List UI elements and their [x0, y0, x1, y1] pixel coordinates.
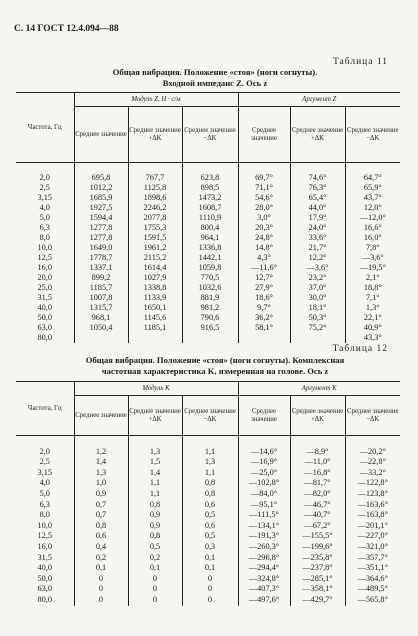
value-cell: 1185,1 [128, 323, 182, 333]
table-row [16, 531, 400, 542]
table-12-col-arg-minus: Среднее значение −ΔK [345, 396, 400, 436]
value-cell: 0,1 [74, 563, 128, 574]
value-cell: 623,8 [182, 173, 238, 183]
value-cell: —8,9° [290, 447, 345, 458]
value-cell: —497,6° [238, 595, 290, 606]
value-cell: 1,3° [345, 303, 400, 313]
value-cell: 0 [128, 574, 182, 585]
value-cell: 22,1° [345, 313, 400, 323]
value-cell: 1007,8 [74, 293, 128, 303]
value-cell: —11,0° [290, 457, 345, 468]
value-cell: 0 [182, 584, 238, 595]
value-cell: 1442,1 [182, 253, 238, 263]
frequency-cell: 63,0 [37, 323, 53, 332]
table-11-col-mean: Среднее значение [74, 107, 128, 163]
value-cell: 7,8° [345, 243, 400, 253]
frequency-cell: 4,0 [39, 478, 50, 488]
table-row [16, 193, 400, 203]
table-12-number: Таблица 12 [332, 344, 388, 354]
value-cell: —351,1° [345, 563, 400, 574]
value-cell: 64,7° [345, 173, 400, 183]
value-cell: 16,0° [345, 233, 400, 243]
table-row [16, 273, 400, 283]
value-cell: 1,4 [128, 468, 182, 479]
value-cell: —16,8° [290, 468, 345, 479]
value-cell: —364,6° [345, 574, 400, 585]
value-cell: 74,6° [290, 173, 345, 183]
value-cell: 1614,4 [128, 263, 182, 273]
value-cell: 0,6 [182, 521, 238, 532]
frequency-cell: 80,0 [37, 333, 53, 342]
value-cell: 1,1 [182, 468, 238, 479]
table-12-col-arg-plus: Среднее значение +ΔK [290, 396, 345, 436]
value-cell: 1,1 [182, 447, 238, 458]
value-cell: 1927,5 [74, 203, 128, 213]
value-cell: 0,8 [128, 500, 182, 511]
table-12-group-argument-header: Аргумент K [238, 382, 400, 396]
table-row [16, 333, 400, 343]
frequency-cell: 50,0 [37, 313, 53, 322]
value-cell: 2115,2 [128, 253, 182, 263]
table-row [16, 553, 400, 564]
value-cell: 17,9° [290, 213, 345, 223]
value-cell: —296,8° [238, 553, 290, 564]
value-cell [128, 333, 182, 343]
value-cell: 40,9° [345, 323, 400, 333]
value-cell: —201,1° [345, 521, 400, 532]
table-row [16, 233, 400, 243]
table-row [16, 223, 400, 233]
value-cell: 1,0 [74, 478, 128, 489]
frequency-cell: 4,0 [39, 203, 50, 212]
value-cell: 790,6 [182, 313, 238, 323]
page-header: С. 14 ГОСТ 12.4.094—88 [14, 24, 119, 34]
value-cell: 800,4 [182, 223, 238, 233]
table-11-group-modulus-header: Модуль Z, Н · с/м [74, 93, 238, 107]
value-cell: 0 [128, 584, 182, 595]
value-cell: 1,3 [182, 457, 238, 468]
value-cell: 968,1 [74, 313, 128, 323]
value-cell: 1685,9 [74, 193, 128, 203]
value-cell: 0 [182, 595, 238, 606]
value-cell: 24,0° [290, 223, 345, 233]
table-row [16, 574, 400, 585]
frequency-cell: 40,0 [37, 563, 53, 573]
value-cell: 1650,1 [128, 303, 182, 313]
table-11-col-arg-mean: Среднее значение [238, 107, 290, 163]
value-cell: 65,9° [345, 183, 400, 193]
frequency-cell: 12,5 [37, 531, 53, 541]
frequency-cell: 16,0 [37, 263, 53, 272]
frequency-cell: 80,0 [37, 594, 53, 604]
value-cell: 0 [182, 574, 238, 585]
value-cell: —111,5° [238, 510, 290, 521]
value-cell: 0,2 [74, 553, 128, 564]
value-cell: —46,7° [290, 500, 345, 511]
value-cell: 1337,1 [74, 263, 128, 273]
frequency-cell: 5,0 [39, 213, 50, 222]
value-cell: 1059,8 [182, 263, 238, 273]
value-cell: 16,6° [345, 223, 400, 233]
value-cell: 1898,6 [128, 193, 182, 203]
value-cell: 1185,7 [74, 283, 128, 293]
frequency-cell: 6,3 [39, 223, 50, 232]
table-row [16, 584, 400, 595]
value-cell: 0,5 [182, 510, 238, 521]
table-12-col-arg-mean: Среднее значение [238, 396, 290, 436]
value-cell: 0,8 [74, 521, 128, 532]
value-cell: 0,4 [74, 542, 128, 553]
value-cell: 1778,7 [74, 253, 128, 263]
value-cell: 0,9 [128, 510, 182, 521]
value-cell [74, 333, 128, 343]
value-cell: —429,7° [290, 595, 345, 606]
value-cell: 2,1° [345, 273, 400, 283]
value-cell: 54,6° [238, 193, 290, 203]
table-row [16, 468, 400, 479]
table-row [16, 489, 400, 500]
value-cell: —260,3° [238, 542, 290, 553]
value-cell: 43,7° [345, 193, 400, 203]
frequency-cell: 10,0 [37, 243, 53, 252]
value-cell: 36,2° [238, 313, 290, 323]
value-cell: —199,6° [290, 542, 345, 553]
value-cell: —321,0° [345, 542, 400, 553]
table-12-col-mean: Среднее значение [74, 396, 128, 436]
value-cell: —25,0° [238, 468, 290, 479]
frequency-cell: 63,0 [37, 584, 53, 594]
value-cell: 2246,2 [128, 203, 182, 213]
value-cell: 0,6 [182, 500, 238, 511]
value-cell: —357,7° [345, 553, 400, 564]
value-cell: 0,9 [128, 521, 182, 532]
frequency-cell: 31,5 [37, 293, 53, 302]
value-cell: 50,3° [290, 313, 345, 323]
value-cell: 0,1 [182, 563, 238, 574]
value-cell: 3,0° [238, 213, 290, 223]
value-cell: 0,2 [128, 553, 182, 564]
value-cell: 75,2° [290, 323, 345, 333]
value-cell: —324,8° [238, 574, 290, 585]
value-cell: 20,3° [238, 223, 290, 233]
table-row [16, 500, 400, 511]
value-cell: 0 [74, 584, 128, 595]
value-cell: 28,0° [238, 203, 290, 213]
frequency-cell: 3,15 [37, 467, 53, 477]
frequency-cell: 10,0 [37, 520, 53, 530]
value-cell: 1032,6 [182, 283, 238, 293]
value-cell: 916,5 [182, 323, 238, 333]
value-cell: 18,6° [238, 293, 290, 303]
value-cell: —123,8° [345, 489, 400, 500]
value-cell: —565,8° [345, 595, 400, 606]
value-cell: —155,5° [290, 531, 345, 542]
table-12 [16, 381, 400, 606]
value-cell: —20,2° [345, 447, 400, 458]
value-cell: 1,3 [128, 447, 182, 458]
table-11-col-arg-plus: Среднее значение +ΔK [290, 107, 345, 163]
table-row [16, 595, 400, 606]
value-cell: 0,8 [182, 478, 238, 489]
value-cell: 7,1° [345, 293, 400, 303]
table-12-group-modulus-header: Модуль K [74, 382, 238, 396]
value-cell: 1125,8 [128, 183, 182, 193]
frequency-cell: 8,0 [39, 510, 50, 520]
value-cell: 0,9 [74, 489, 128, 500]
value-cell: 1594,4 [74, 213, 128, 223]
value-cell: 981,2 [182, 303, 238, 313]
value-cell: —40,7° [290, 510, 345, 521]
frequency-cell: 31,5 [37, 552, 53, 562]
value-cell: —3,6° [290, 263, 345, 273]
value-cell: —82,0° [290, 489, 345, 500]
value-cell: 12,7° [238, 273, 290, 283]
value-cell: 27,9° [238, 283, 290, 293]
value-cell: 1,5 [128, 457, 182, 468]
value-cell: 18,8° [345, 283, 400, 293]
value-cell: 1336,8 [182, 243, 238, 253]
value-cell: 1012,2 [74, 183, 128, 193]
value-cell: 0,6 [74, 531, 128, 542]
value-cell: 1110,9 [182, 213, 238, 223]
value-cell: —84,0° [238, 489, 290, 500]
value-cell: 65,4° [290, 193, 345, 203]
value-cell: —81,7° [290, 478, 345, 489]
table-row [16, 243, 400, 253]
value-cell: —227,0° [345, 531, 400, 542]
frequency-cell: 2,0 [39, 446, 50, 456]
frequency-cell: 20,0 [37, 273, 53, 282]
value-cell: 1,1 [128, 489, 182, 500]
value-cell: 76,3° [290, 183, 345, 193]
value-cell: —95,1° [238, 500, 290, 511]
table-12-col-plus: Среднее значение +ΔK [128, 396, 182, 436]
frequency-cell: 12,5 [37, 253, 53, 262]
value-cell: —285,1° [290, 574, 345, 585]
frequency-cell: 8,0 [39, 233, 50, 242]
table-12-col-minus: Среднее значение −ΔK [182, 396, 238, 436]
value-cell: —294,4° [238, 563, 290, 574]
frequency-cell: 50,0 [37, 573, 53, 583]
value-cell: 1027,9 [128, 273, 182, 283]
frequency-cell: 2,5 [39, 457, 50, 467]
value-cell: 881,9 [182, 293, 238, 303]
value-cell: 770,5 [182, 273, 238, 283]
value-cell [290, 333, 345, 343]
value-cell: 0 [74, 595, 128, 606]
value-cell: 71,1° [238, 183, 290, 193]
table-row [16, 323, 400, 333]
value-cell: 0,5 [128, 542, 182, 553]
table-12-freq-header: Частота, Гц [16, 382, 74, 436]
value-cell: 30,0° [290, 293, 345, 303]
value-cell: 0,1 [182, 553, 238, 564]
value-cell: 18,1° [290, 303, 345, 313]
value-cell: 0,5 [182, 531, 238, 542]
value-cell: —235,8° [290, 553, 345, 564]
value-cell: 899,2 [74, 273, 128, 283]
value-cell: —191,3° [238, 531, 290, 542]
table-row [16, 263, 400, 273]
value-cell: —14,6° [238, 447, 290, 458]
value-cell: 1961,2 [128, 243, 182, 253]
value-cell: 767,7 [128, 173, 182, 183]
value-cell: 12,0° [345, 203, 400, 213]
value-cell: 0,7 [74, 500, 128, 511]
table-row [16, 283, 400, 293]
value-cell: 0,8 [182, 489, 238, 500]
value-cell: 1,4 [74, 457, 128, 468]
value-cell: 2077,8 [128, 213, 182, 223]
value-cell: 1473,2 [182, 193, 238, 203]
table-11-caption-line1: Общая вибрация. Положение «стоя» (ноги согнуты). [112, 67, 318, 77]
value-cell: 1649,0 [74, 243, 128, 253]
value-cell: 1,3 [74, 468, 128, 479]
table-spacer-row [16, 163, 400, 174]
table-row [16, 563, 400, 574]
value-cell: —237,8° [290, 563, 345, 574]
table-row [16, 303, 400, 313]
table-11-col-plus: Среднее значение +ΔK [128, 107, 182, 163]
value-cell: —16,9° [238, 457, 290, 468]
value-cell: 12,2° [290, 253, 345, 263]
frequency-cell: 3,15 [37, 193, 53, 202]
value-cell: —358,1° [290, 584, 345, 595]
value-cell: —33,2° [345, 468, 400, 479]
table-spacer-row [16, 436, 400, 447]
value-cell: 1,2 [74, 447, 128, 458]
value-cell: 1133,9 [128, 293, 182, 303]
frequency-cell: 5,0 [39, 488, 50, 498]
value-cell: 1,1 [128, 478, 182, 489]
table-11 [16, 92, 400, 343]
value-cell: 33,6° [290, 233, 345, 243]
value-cell: 964,1 [182, 233, 238, 243]
value-cell: 1591,5 [128, 233, 182, 243]
value-cell: 1315,7 [74, 303, 128, 313]
table-row [16, 183, 400, 193]
value-cell: 9,7° [238, 303, 290, 313]
value-cell: —163,6° [345, 500, 400, 511]
table-12-caption-line2: частотная характеристика K, измеренная на голове. Ось z [101, 366, 329, 376]
table-row [16, 293, 400, 303]
table-11-col-minus: Среднее значение −ΔK [182, 107, 238, 163]
value-cell: 898,5 [182, 183, 238, 193]
value-cell: 58,1° [238, 323, 290, 333]
value-cell: 21,7° [290, 243, 345, 253]
value-cell: 1050,4 [74, 323, 128, 333]
value-cell: 69,7° [238, 173, 290, 183]
table-row [16, 478, 400, 489]
frequency-cell: 25,0 [37, 283, 53, 292]
value-cell: 4,3° [238, 253, 290, 263]
value-cell: 44,0° [290, 203, 345, 213]
value-cell: 0,3 [182, 542, 238, 553]
table-11-group-argument-header: Аргумент Z [238, 93, 400, 107]
table-row [16, 313, 400, 323]
value-cell: 23,2° [290, 273, 345, 283]
value-cell: 37,0° [290, 283, 345, 293]
table-row [16, 447, 400, 458]
table-row [16, 542, 400, 553]
value-cell: 1608,7 [182, 203, 238, 213]
table-11-number: Таблица 11 [332, 57, 388, 67]
value-cell: —22,8° [345, 457, 400, 468]
frequency-cell: 2,0 [39, 173, 50, 182]
value-cell: —67,2° [290, 521, 345, 532]
table-row [16, 213, 400, 223]
table-row [16, 510, 400, 521]
table-row [16, 253, 400, 263]
value-cell: —163,8° [345, 510, 400, 521]
value-cell: —19,5° [345, 263, 400, 273]
value-cell [182, 333, 238, 343]
value-cell: —3,6° [345, 253, 400, 263]
table-row [16, 521, 400, 532]
table-11-col-arg-minus: Среднее значение −ΔK [345, 107, 400, 163]
value-cell: 1277,8 [74, 233, 128, 243]
value-cell [238, 333, 290, 343]
table-row [16, 173, 400, 183]
value-cell: —134,1° [238, 521, 290, 532]
value-cell: 1277,8 [74, 223, 128, 233]
value-cell: 0,8 [128, 531, 182, 542]
value-cell: 43,3° [345, 333, 400, 343]
value-cell: —12,0° [345, 213, 400, 223]
value-cell: 1755,3 [128, 223, 182, 233]
value-cell: 1145,6 [128, 313, 182, 323]
table-11-freq-header: Частота, Гц [16, 93, 74, 163]
value-cell: 0 [74, 574, 128, 585]
frequency-cell: 40,0 [37, 303, 53, 312]
table-11-caption-line2: Входной импеданс Z. Ось z [162, 78, 268, 88]
value-cell: 0,7 [74, 510, 128, 521]
value-cell: —122,8° [345, 478, 400, 489]
value-cell: 24,8° [238, 233, 290, 243]
table-row [16, 203, 400, 213]
frequency-cell: 2,5 [39, 183, 50, 192]
value-cell: 0 [128, 595, 182, 606]
table-12-caption-line1: Общая вибрация. Положение «стоя» (ноги согнуты). Комплексная [85, 355, 345, 365]
value-cell: —102,8° [238, 478, 290, 489]
value-cell: 695,8 [74, 173, 128, 183]
value-cell: —11,6° [238, 263, 290, 273]
frequency-cell: 6,3 [39, 499, 50, 509]
value-cell: 1338,8 [128, 283, 182, 293]
value-cell: 14,8° [238, 243, 290, 253]
value-cell: 0,1 [128, 563, 182, 574]
table-row [16, 457, 400, 468]
frequency-cell: 16,0 [37, 541, 53, 551]
value-cell: —407,3° [238, 584, 290, 595]
value-cell: —489,5° [345, 584, 400, 595]
